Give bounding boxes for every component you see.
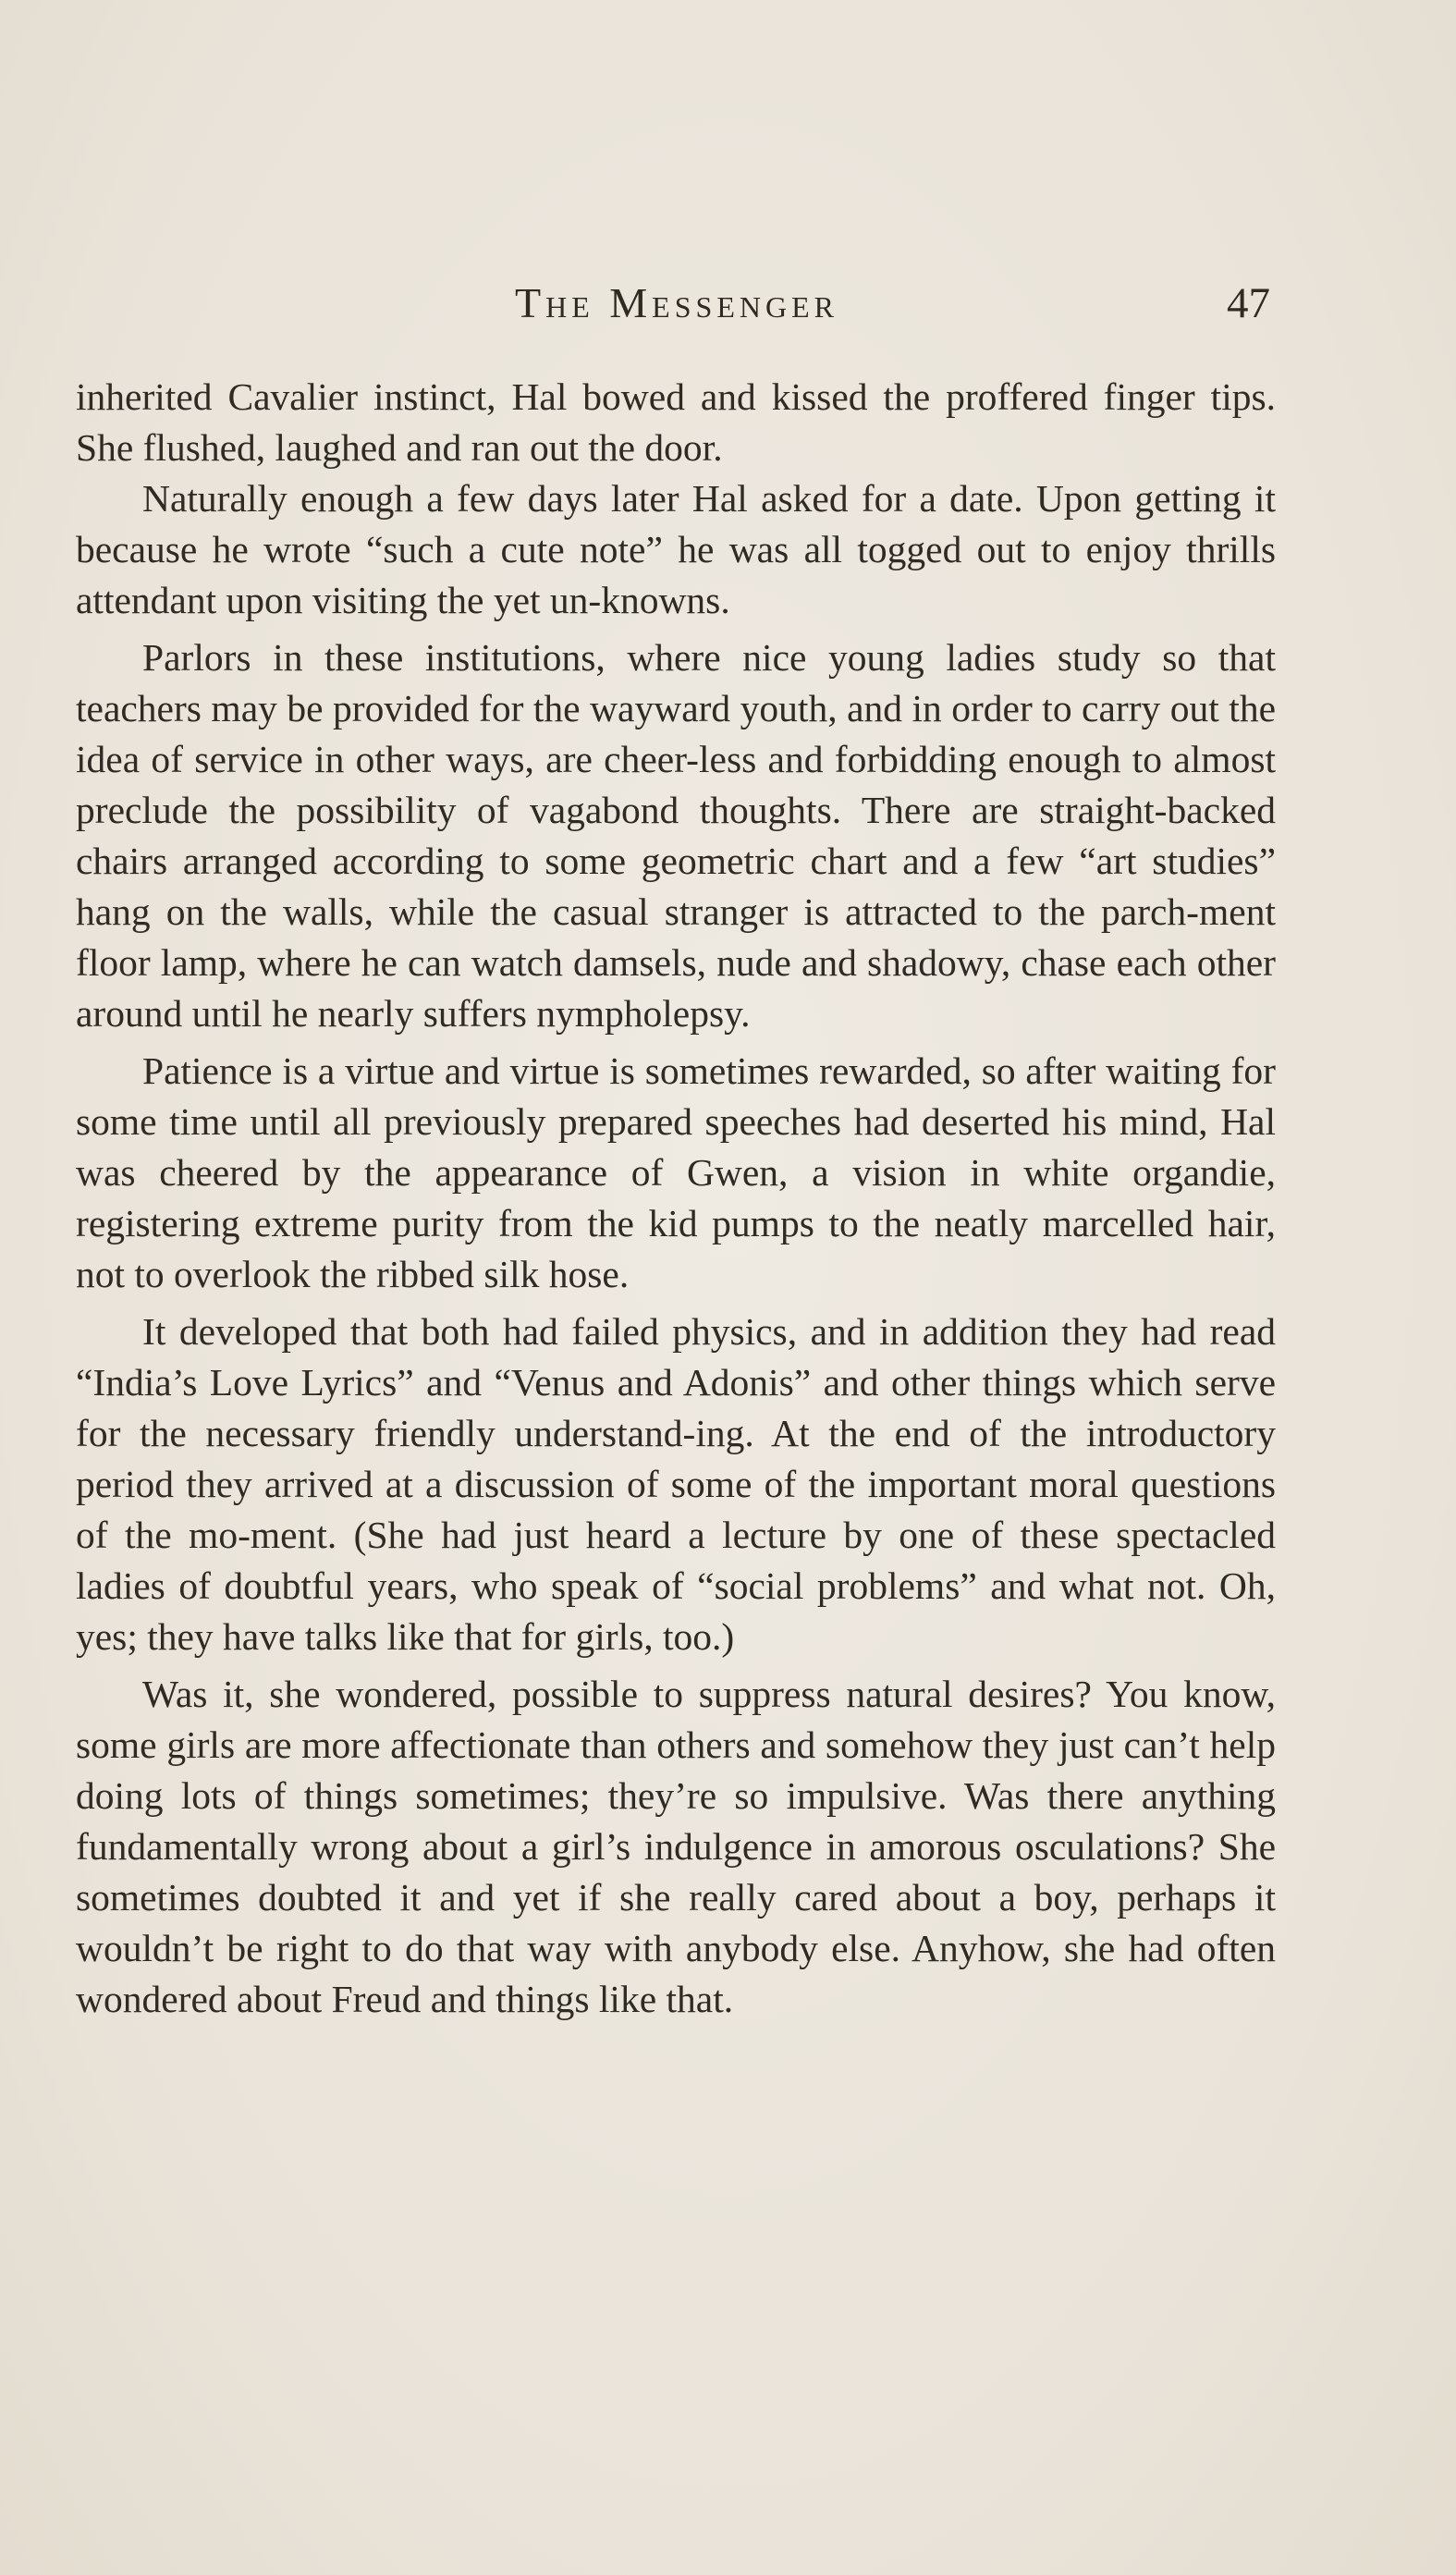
paragraph-2: Naturally enough a few days later Hal asked for a date. Upon getting it because he wrote “such a cute note” he was all togged out to enjoy thrills attendant upon visiting the yet un-knowns. bbox=[76, 477, 1276, 621]
paragraph-1: inherited Cavalier instinct, Hal bowed and kissed the proffered finger tips. She flushed, laughed and ran out the door. bbox=[76, 375, 1276, 469]
paragraph-6: Was it, she wondered, possible to suppress natural desires? You know, some girls are more affectionate than others and somehow they just can’t help doing lots of things sometimes; they’re so impulsive. Was there anything fundamentally wrong about a girl’s indulgence in amorous osculations? She sometimes doubted it and yet if she really cared about a boy, perhaps it wouldn’t be right to do that way with anybody else. Anyhow, she had often wondered about Freud and things like that. bbox=[76, 1673, 1276, 2020]
paragraph-4: Patience is a virtue and virtue is sometimes rewarded, so after waiting for some time until all previously prepared speeches had deserted his mind, Hal was cheered by the appearance of Gwen, a vision in white organdie, registering extreme purity from the kid pumps to the neatly marcelled hair, not to overlook the ribbed silk hose. bbox=[76, 1049, 1276, 1295]
page-number: 47 bbox=[1227, 279, 1270, 327]
paragraph-3: Parlors in these institutions, where nice young ladies study so that teachers may be provided for the wayward youth, and in order to carry out the idea of service in other ways, are cheer-less and forbidding enough to almost preclude the possibility of vagabond thoughts. There are straight-backed chairs arranged according to some geometric chart and a few “art studies” hang on the walls, while the casual stranger is attracted to the parch-ment floor lamp, where he can watch damsels, nude and shadowy, chase each other around until he nearly suffers nympholepsy. bbox=[76, 636, 1276, 1035]
body-text bbox=[76, 372, 1276, 2025]
paragraph-5: It developed that both had failed physics, and in addition they had read “India’s Love Lyrics” and “Venus and Adonis” and other things which serve for the necessary friendly understand-ing. At the end of the introductory period they arrived at a discussion of some of the important moral questions of the mo-ment. (She had just heard a lecture by one of these spectacled ladies of doubtful years, who speak of “social problems” and what not. Oh, yes; they have talks like that for girls, too.) bbox=[76, 1310, 1276, 1658]
running-title: The Messenger bbox=[515, 279, 838, 326]
running-header bbox=[76, 276, 1278, 331]
